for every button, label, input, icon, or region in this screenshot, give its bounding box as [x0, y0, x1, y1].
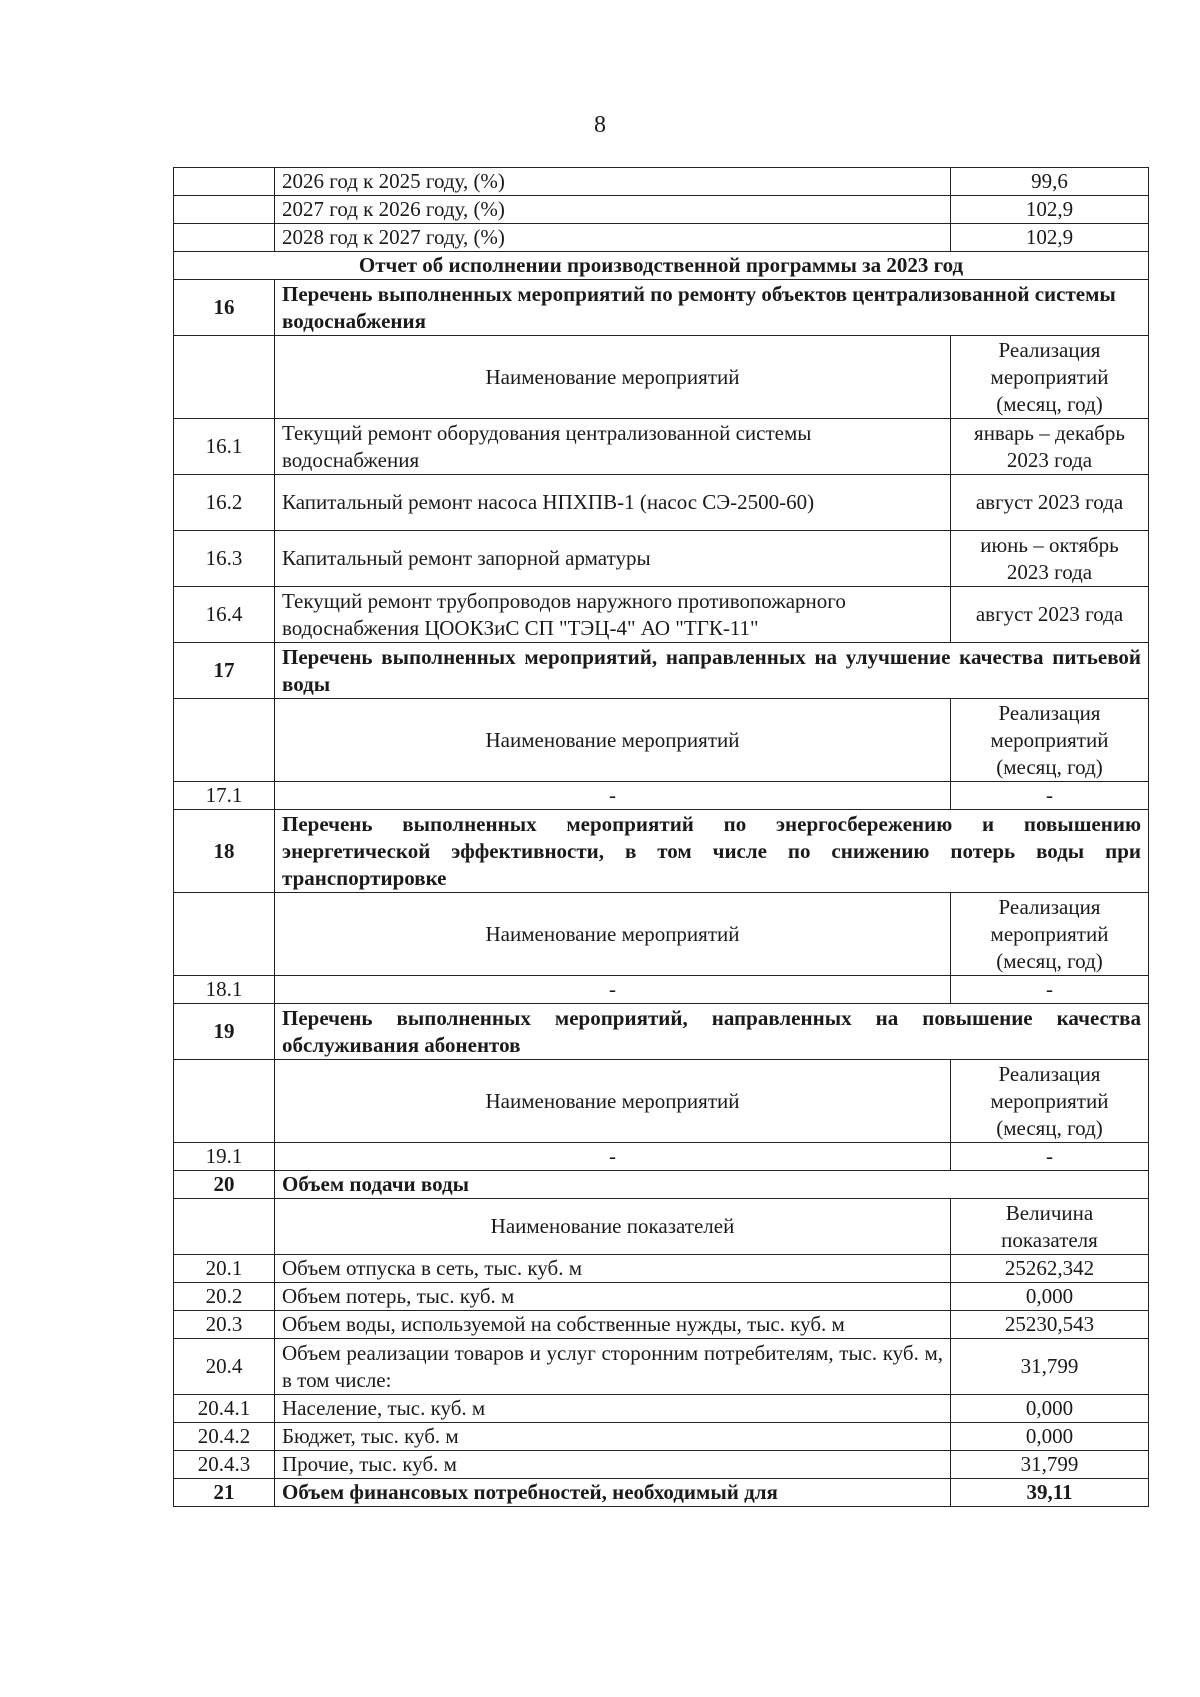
- item-name: Прочие, тыс. куб. м: [275, 1451, 951, 1479]
- header-realization: Реализация мероприятий (месяц, год): [951, 893, 1149, 976]
- item-date: июнь – октябрь 2023 года: [951, 531, 1149, 587]
- table-row: [174, 1339, 1149, 1395]
- item-name: -: [275, 1143, 951, 1171]
- row-label: 2026 год к 2025 году, (%): [275, 168, 951, 196]
- table-row: [174, 1143, 1149, 1171]
- row-label: 2027 год к 2026 году, (%): [275, 196, 951, 224]
- production-program-table: [173, 167, 1149, 1507]
- num-cell: [174, 168, 275, 196]
- table-row: [174, 1255, 1149, 1283]
- item-name: Текущий ремонт трубопроводов наружного противопожарного водоснабжения ЦООКЗиС СП "ТЭЦ-4" АО "ТГК-11": [275, 587, 951, 643]
- table-row: [174, 1451, 1149, 1479]
- section-number: 16: [174, 280, 275, 336]
- header-name: Наименование мероприятий: [275, 893, 951, 976]
- item-number: 20.4.3: [174, 1451, 275, 1479]
- item-number: 16.4: [174, 587, 275, 643]
- table-row: [174, 1311, 1149, 1339]
- item-date: август 2023 года: [951, 587, 1149, 643]
- header-name: Наименование мероприятий: [275, 699, 951, 782]
- section-20-header: [174, 1171, 1149, 1199]
- item-number: 20.3: [174, 1311, 275, 1339]
- item-number: 17.1: [174, 782, 275, 810]
- item-date: январь – декабрь 2023 года: [951, 419, 1149, 475]
- report-title: Отчет об исполнении производственной программы за 2023 год: [174, 252, 1149, 280]
- report-title-row: [174, 252, 1149, 280]
- table-row: [174, 475, 1149, 531]
- section-title: Объем финансовых потребностей, необходимый для: [275, 1479, 951, 1507]
- section-number: 18: [174, 810, 275, 893]
- column-header-row: [174, 336, 1149, 419]
- num-cell: [174, 224, 275, 252]
- item-number: 18.1: [174, 976, 275, 1004]
- page-number: 8: [594, 112, 606, 138]
- table-row: [174, 531, 1149, 587]
- section-title: Перечень выполненных мероприятий по ремонту объектов централизованной системы водоснабжения: [275, 280, 1149, 336]
- section-number: 20: [174, 1171, 275, 1199]
- item-name: -: [275, 976, 951, 1004]
- item-name: Объем реализации товаров и услуг сторонним потребителям, тыс. куб. м, в том числе:: [275, 1339, 951, 1395]
- item-date: август 2023 года: [951, 475, 1149, 531]
- table-row: [174, 168, 1149, 196]
- table-row: [174, 224, 1149, 252]
- item-name: Объем потерь, тыс. куб. м: [275, 1283, 951, 1311]
- section-18-header: [174, 810, 1149, 893]
- item-name: Объем воды, используемой на собственные нужды, тыс. куб. м: [275, 1311, 951, 1339]
- item-number: 20.4: [174, 1339, 275, 1395]
- num-cell: [174, 1199, 275, 1255]
- section-16-header: [174, 280, 1149, 336]
- section-title: Перечень выполненных мероприятий по энергосбережению и повышению энергетической эффективности, в том числе по снижению потерь воды при транспортировке: [275, 810, 1149, 893]
- item-number: 20.2: [174, 1283, 275, 1311]
- section-title: Объем подачи воды: [275, 1171, 1149, 1199]
- column-header-row: [174, 893, 1149, 976]
- section-number: 21: [174, 1479, 275, 1507]
- item-number: 20.1: [174, 1255, 275, 1283]
- item-number: 20.4.2: [174, 1423, 275, 1451]
- section-value: 39,11: [951, 1479, 1149, 1507]
- item-value: 25230,543: [951, 1311, 1149, 1339]
- item-date: -: [951, 1143, 1149, 1171]
- section-title: Перечень выполненных мероприятий, направленных на улучшение качества питьевой воды: [275, 643, 1149, 699]
- section-21-row: [174, 1479, 1149, 1507]
- section-title: Перечень выполненных мероприятий, направленных на повышение качества обслуживания абонентов: [275, 1004, 1149, 1060]
- item-name: -: [275, 782, 951, 810]
- item-number: 16.3: [174, 531, 275, 587]
- num-cell: [174, 1060, 275, 1143]
- item-value: 31,799: [951, 1451, 1149, 1479]
- section-number: 19: [174, 1004, 275, 1060]
- item-name: Текущий ремонт оборудования централизованной системы водоснабжения: [275, 419, 951, 475]
- item-name: Население, тыс. куб. м: [275, 1395, 951, 1423]
- item-value: 0,000: [951, 1283, 1149, 1311]
- section-number: 17: [174, 643, 275, 699]
- header-name: Наименование мероприятий: [275, 1060, 951, 1143]
- table-row: [174, 1423, 1149, 1451]
- row-label: 2028 год к 2027 году, (%): [275, 224, 951, 252]
- item-value: 25262,342: [951, 1255, 1149, 1283]
- row-value: 102,9: [951, 224, 1149, 252]
- table-row: [174, 976, 1149, 1004]
- item-date: -: [951, 782, 1149, 810]
- item-number: 16.1: [174, 419, 275, 475]
- table-row: [174, 1283, 1149, 1311]
- item-value: 0,000: [951, 1423, 1149, 1451]
- item-number: 16.2: [174, 475, 275, 531]
- item-number: 19.1: [174, 1143, 275, 1171]
- item-name: Капитальный ремонт насоса НПХПВ-1 (насос СЭ-2500-60): [275, 475, 951, 531]
- column-header-row: [174, 1199, 1149, 1255]
- table-row: [174, 587, 1149, 643]
- header-realization: Реализация мероприятий (месяц, год): [951, 699, 1149, 782]
- num-cell: [174, 893, 275, 976]
- column-header-row: [174, 1060, 1149, 1143]
- num-cell: [174, 336, 275, 419]
- table-row: [174, 419, 1149, 475]
- item-name: Капитальный ремонт запорной арматуры: [275, 531, 951, 587]
- header-realization: Реализация мероприятий (месяц, год): [951, 336, 1149, 419]
- header-value: Величина показателя: [951, 1199, 1149, 1255]
- row-value: 102,9: [951, 196, 1149, 224]
- table-row: [174, 782, 1149, 810]
- section-17-header: [174, 643, 1149, 699]
- column-header-row: [174, 699, 1149, 782]
- header-realization: Реализация мероприятий (месяц, год): [951, 1060, 1149, 1143]
- table-row: [174, 196, 1149, 224]
- header-name: Наименование показателей: [275, 1199, 951, 1255]
- num-cell: [174, 699, 275, 782]
- table-row: [174, 1395, 1149, 1423]
- header-name: Наименование мероприятий: [275, 336, 951, 419]
- num-cell: [174, 196, 275, 224]
- item-name: Объем отпуска в сеть, тыс. куб. м: [275, 1255, 951, 1283]
- row-value: 99,6: [951, 168, 1149, 196]
- item-value: 0,000: [951, 1395, 1149, 1423]
- item-value: 31,799: [951, 1339, 1149, 1395]
- item-name: Бюджет, тыс. куб. м: [275, 1423, 951, 1451]
- section-19-header: [174, 1004, 1149, 1060]
- item-number: 20.4.1: [174, 1395, 275, 1423]
- item-date: -: [951, 976, 1149, 1004]
